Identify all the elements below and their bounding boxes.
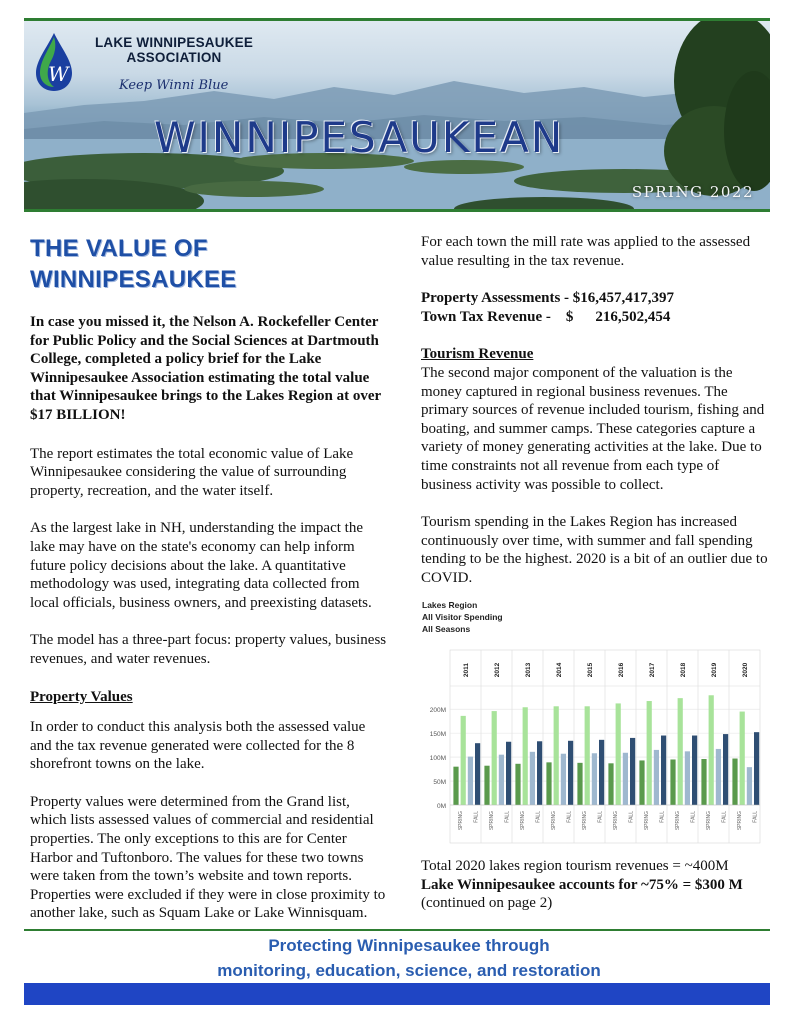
bar: [592, 753, 597, 805]
property-assessments-row: [421, 289, 771, 308]
bar: [732, 759, 737, 805]
masthead-title: WINNIPESAUKEAN: [154, 113, 565, 162]
chart-title-line2: All Visitor Spending: [422, 612, 503, 622]
property-assessments-value: $16,457,417,397: [572, 290, 675, 307]
bar: [630, 738, 635, 805]
y-tick-label: 50M: [433, 779, 446, 787]
issue-label: SPRING 2022: [631, 183, 754, 201]
chart-plot: [420, 598, 775, 844]
lwa-logo-icon: [34, 31, 74, 93]
summary-total: Total 2020 lakes region tourism revenues = ~400M: [421, 858, 729, 874]
paragraph-r1: For each town the mill rate was applied to the assessed value resulting in the tax revenue.: [421, 234, 751, 269]
tax-revenue-row: [421, 308, 771, 327]
footer-divider: [24, 929, 770, 931]
season-label: SPRING: [488, 811, 495, 831]
year-label: 2020: [742, 662, 749, 678]
bar: [577, 763, 582, 805]
season-label: SPRING: [550, 811, 557, 831]
bar: [554, 706, 559, 805]
bar: [546, 762, 551, 805]
tax-revenue-value: 216,502,454: [595, 308, 671, 325]
season-label: SPRING: [457, 811, 464, 831]
bar: [568, 741, 573, 805]
bar: [647, 701, 652, 805]
bar: [537, 741, 542, 805]
season-label: FALL: [721, 811, 728, 823]
summary-winnipesaukee-share: Lake Winnipesaukee accounts for ~75% = $300 M: [421, 876, 743, 893]
org-name-line2: ASSOCIATION: [126, 50, 222, 65]
article-headline: [30, 233, 390, 295]
season-label: SPRING: [736, 811, 743, 831]
paragraph-2: As the largest lake in NH, understanding the impact the lake may have on the state's economy can help inform future policy decisions about the lake. A quantitative methodology was used, integrating data collected from local officials, business owners, and preexisting datasets.: [30, 520, 372, 611]
bar: [468, 757, 473, 805]
season-label: SPRING: [581, 811, 588, 831]
year-label: 2018: [680, 662, 687, 678]
season-label: FALL: [597, 811, 604, 823]
bar: [678, 698, 683, 805]
season-label: FALL: [628, 811, 635, 823]
bar: [461, 716, 466, 805]
headline-line2: WINNIPESAUKEE: [30, 266, 237, 293]
bar: [692, 736, 697, 805]
org-name: [74, 35, 274, 65]
season-label: SPRING: [519, 811, 526, 831]
right-column: [421, 233, 771, 588]
year-label: 2015: [587, 662, 594, 678]
bar: [599, 740, 604, 805]
season-label: FALL: [504, 811, 511, 823]
bar: [654, 750, 659, 805]
bar: [661, 736, 666, 805]
paragraph-3: The model has a three-part focus: property values, business revenues, and water revenues.: [30, 632, 387, 667]
bar: [475, 743, 480, 805]
chart-title-line1: Lakes Region: [422, 600, 478, 610]
bar: [623, 753, 628, 805]
bar: [453, 767, 458, 805]
bar: [723, 734, 728, 805]
y-tick-label: 0M: [436, 803, 446, 810]
visitor-spending-chart: [420, 598, 775, 844]
season-label: FALL: [659, 811, 666, 823]
year-label: 2016: [618, 662, 625, 678]
lead-paragraph: In case you missed it, the Nelson A. Rockefeller Center for Public Policy and the Social Sciences at Dartmouth College, completed a policy brief for the Lake Winnipesaukee Association estimating the total value that Winnipesaukee brings to the Lakes Region at over $17 BILLION!: [30, 314, 381, 423]
bar: [515, 764, 520, 805]
footer-line1: Protecting Winnipesaukee through: [268, 936, 550, 955]
paragraph-r2: The second major component of the valuation is the money captured in regional business revenues. The primary sources of revenue included tourism, fishing and boating, and summer camps. These categories capture a variety of money generating activities at the lake. Due to time constraints not all revenue from each type of business activity was possible to collect.: [421, 364, 765, 493]
bar: [608, 763, 613, 805]
bar: [740, 712, 745, 805]
bar: [670, 759, 675, 805]
svg-text:W: W: [48, 62, 69, 86]
bar: [716, 749, 721, 805]
tagline: Keep Winni Blue: [119, 78, 229, 93]
bar: [484, 766, 489, 805]
year-label: 2013: [525, 662, 532, 678]
y-tick-label: 100M: [429, 755, 446, 763]
property-assessments-label: Property Assessments -: [421, 290, 573, 307]
footer-bar: [24, 983, 770, 1005]
season-label: FALL: [690, 811, 697, 823]
bar: [499, 755, 504, 805]
season-label: FALL: [535, 811, 542, 823]
bar: [506, 742, 511, 805]
season-label: FALL: [566, 811, 573, 823]
paragraph-4: In order to conduct this analysis both the assessed value and the tax revenue generated were collected for the 8 shorefront towns on the lake.: [30, 719, 366, 773]
tax-revenue-label: Town Tax Revenue - $: [421, 308, 574, 325]
year-label: 2011: [463, 662, 470, 678]
year-label: 2019: [711, 662, 718, 678]
bar: [709, 695, 714, 805]
header-banner: [24, 18, 770, 212]
bar: [685, 751, 690, 805]
continued-note: (continued on page 2): [421, 895, 553, 912]
season-label: SPRING: [612, 811, 619, 831]
chart-title-line3: All Seasons: [422, 624, 471, 634]
season-label: SPRING: [705, 811, 712, 831]
bar: [492, 711, 497, 805]
bar: [616, 703, 621, 805]
bar: [523, 707, 528, 805]
bar: [530, 752, 535, 805]
year-label: 2014: [556, 662, 563, 678]
paragraph-1: The report estimates the total economic value of Lake Winnipesaukee considering the value of surrounding property, recreation, and the water itself.: [30, 445, 354, 499]
year-label: 2012: [494, 662, 501, 678]
footer-slogan: [24, 933, 793, 983]
y-tick-label: 150M: [429, 731, 446, 739]
paragraph-r3: Tourism spending in the Lakes Region has increased continuously over time, with summer and fall spending tending to be the highest. 2020 is a bit of an outlier due to COVID.: [421, 514, 768, 586]
bar: [747, 767, 752, 805]
bar: [561, 754, 566, 805]
footer-line2: monitoring, education, science, and restoration: [217, 961, 601, 980]
bar: [585, 706, 590, 805]
year-label: 2017: [649, 662, 656, 678]
section-title-tourism: Tourism Revenue: [421, 346, 534, 363]
org-name-line1: LAKE WINNIPESAUKEE: [94, 35, 254, 50]
season-label: SPRING: [643, 811, 650, 831]
season-label: SPRING: [674, 811, 681, 831]
headline-line1: THE VALUE OF: [30, 235, 208, 262]
season-label: FALL: [473, 811, 480, 823]
bar: [754, 732, 759, 805]
chart-summary: [421, 857, 771, 913]
season-label: FALL: [752, 811, 759, 823]
bar: [639, 760, 644, 805]
bar: [701, 759, 706, 805]
section-title-property: Property Values: [30, 688, 133, 705]
left-column: [30, 233, 390, 923]
y-tick-label: 200M: [429, 707, 446, 715]
paragraph-5: Property values were determined from the Grand list, which lists assessed values of commercial and residential properties. The only exceptions to this are for Center Harbor and Tuftonboro. The values for these two towns were taken from the town’s website and town reports. Properties were excluded if they were in close proximity to another lake, such as Squam Lake or Lake Winnisquam.: [30, 793, 386, 922]
